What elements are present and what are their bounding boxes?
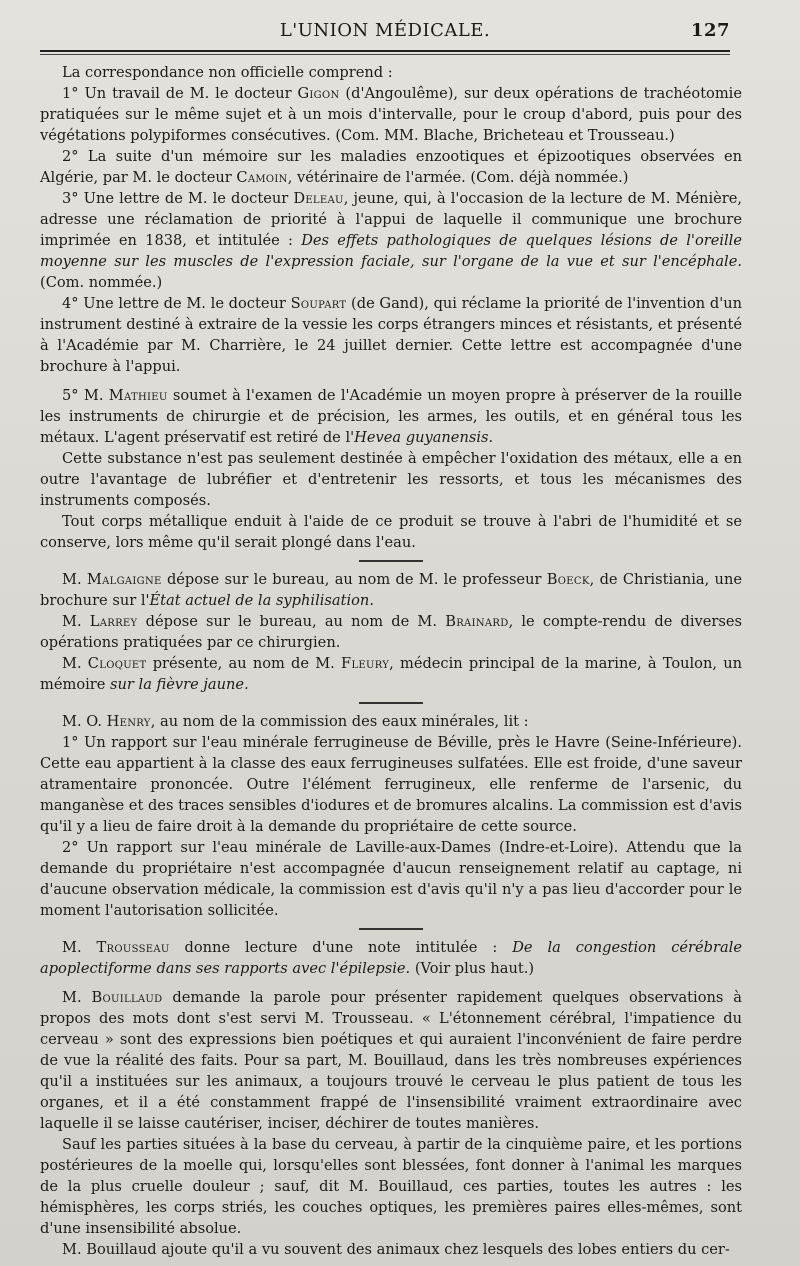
paragraph-trousseau: M. Trousseau donne lecture d'une note intitulée : De la congestion cérébrale apoplectiforme dans ses rapports avec l'épilepsie. (Voir plus haut.) — [40, 939, 742, 977]
running-header — [40, 20, 730, 44]
paragraph-metal-body: Tout corps métallique enduit à l'aide de ce produit se trouve à l'abri de l'humidité et se conserve, lors même qu'il serait plongé dans l'eau. — [40, 513, 742, 551]
paragraph-malgaigne: M. Malgaigne dépose sur le bureau, au nom de M. le professeur Boeck, de Christiania, une brochure sur l'État actuel de la syphilisation. — [40, 571, 742, 609]
paragraph-report-beville: 1° Un rapport sur l'eau minérale ferrugineuse de Béville, près le Havre (Seine-Inférieure). Cette eau appartient à la classe des eaux ferrugineuses sulfatées. Elle est froide, d'une saveur atramentaire prononcée. Outre l'élément ferrugineux, elle renferme de l'arsenic, du manganèse et des traces sensibles d'iodures et de bromures alcalins. La commission est d'avis qu'il y a lieu de faire droit à la demande du propriétaire de cette source. — [40, 734, 742, 835]
paragraph-report-laville: 2° Un rapport sur l'eau minérale de Laville-aux-Dames (Indre-et-Loire). Attendu que la demande du propriétaire n'est accompagnée d'aucun renseignement relatif au captage, ni d'aucune observation médicale, la commission est d'avis qu'il n'y a pas lieu d'accorder pour le moment l'autorisation sollicitée. — [40, 839, 742, 919]
paragraph-bouillaud-adds: M. Bouillaud ajoute qu'il a vu souvent des animaux chez lesquels des lobes entiers du cer- — [62, 1241, 730, 1258]
journal-title: L'UNION MÉDICALE. — [279, 20, 491, 41]
paragraph-item-5: 5° M. Mathieu soumet à l'examen de l'Académie un moyen propre à préserver de la rouille les instruments de chirurgie et de précision, les armes, les outils, et en général tous les métaux. L'agent préservatif est retiré de l'Hevea guyanensis. — [40, 387, 742, 446]
paragraph-cloquet: M. Cloquet présente, au nom de M. Fleury, médecin principal de la marine, à Toulon, un mémoire sur la fièvre jaune. — [40, 655, 742, 693]
paragraph-item-4: 4° Une lettre de M. le docteur Soupart (de Gand), qui réclame la priorité de l'invention d'un instrument destiné à extraire de la vessie les corps étrangers minces et résistants, et présenté à l'Académie par M. Charrière, le 24 juillet dernier. Cette lettre est accompagnée d'une brochure à l'appui. — [40, 295, 743, 375]
header-rule — [40, 50, 730, 52]
section-separator — [359, 560, 423, 562]
paragraph-correspondence-intro: La correspondance non officielle comprend : — [62, 64, 393, 81]
section-separator — [359, 702, 423, 704]
paragraph-substance: Cette substance n'est pas seulement destinée à empêcher l'oxidation des métaux, elle a en outre l'avantage de lubréfier et d'entretenir les ressorts, et tous les mécanismes des instruments composés. — [40, 450, 742, 509]
paragraph-larrey: M. Larrey dépose sur le bureau, au nom de M. Brainard, le compte-rendu de diverses opérations pratiquées par ce chirurgien. — [40, 613, 742, 651]
section-separator — [359, 928, 423, 930]
page-number: 127 — [690, 20, 730, 41]
paragraph-brain-parts: Sauf les parties situées à la base du cerveau, à partir de la cinquième paire, et les portions postérieures de la moelle qui, lorsqu'elles sont blessées, font donner à l'animal les marques de la plus cruelle douleur ; sauf, dit M. Bouillaud, ces parties, toutes les autres : les hémisphères, les corps striés, les couches optiques, les premières paires elles-mêmes, sont d'une insensibilité absolue. — [40, 1136, 742, 1237]
article-body — [40, 62, 742, 1260]
paragraph-item-1: 1° Un travail de M. le docteur Gigon (d'Angoulême), sur deux opérations de trachéotomie pratiquées sur le même sujet et à un mois d'intervalle, pour le croup d'abord, puis pour des végétations polypiformes consécutives. (Com. MM. Blache, Bricheteau et Trousseau.) — [40, 85, 742, 144]
paragraph-henry: M. O. Henry, au nom de la commission des eaux minérales, lit : — [62, 713, 529, 730]
paragraph-item-3: 3° Une lettre de M. le docteur Deleau, jeune, qui, à l'occasion de la lecture de M. Ménière, adresse une réclamation de priorité à l'appui de laquelle il communique une brochure imprimée en 1838, et intitulée : Des effets pathologiques de quelques lésions de l'oreille moyenne sur les muscles de l'expression faciale, sur l'organe de la vue et sur l'encéphale. (Com. nommée.) — [40, 190, 743, 291]
paragraph-bouillaud: M. Bouillaud demande la parole pour présenter rapidement quelques observations à propos des mots dont s'est servi M. Trousseau. « L'étonnement cérébral, l'impatience du cerveau » sont des expressions bien poétiques et qui auraient l'inconvénient de faire perdre de vue la réalité des faits. Pour sa part, M. Bouillaud, dans les très nombreuses expériences qu'il a instituées sur les animaux, a toujours trouvé le cerveau le plus patient de tous les organes, et il a été constamment frappé de l'insensibilité vraiment extraordinaire avec laquelle il se laisse cautériser, inciser, déchirer de toutes manières. — [40, 989, 742, 1132]
paragraph-item-2: 2° La suite d'un mémoire sur les maladies enzootiques et épizootiques observées en Algérie, par M. le docteur Camoin, vétérinaire de l'armée. (Com. déjà nommée.) — [40, 148, 742, 186]
